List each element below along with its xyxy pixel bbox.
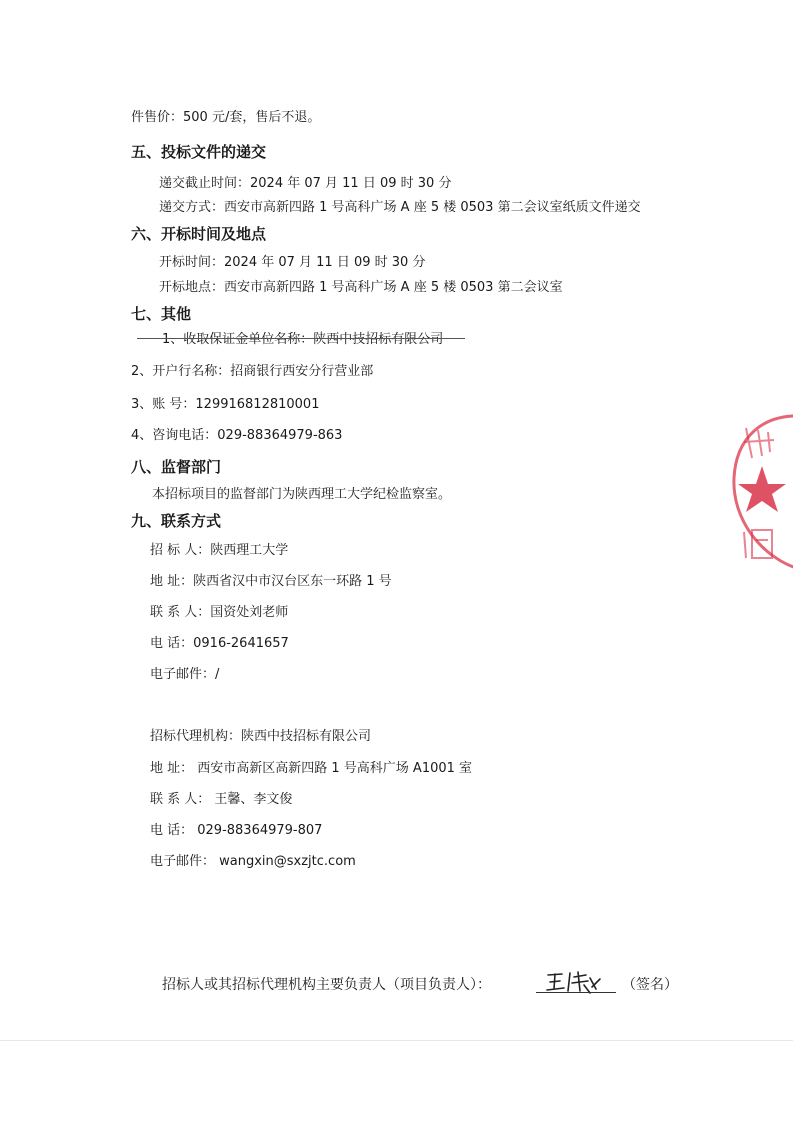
strike-line [137, 338, 465, 339]
buyer-contact: 联 系 人：国资处刘老师 [150, 605, 289, 620]
opening-place: 开标地点：西安市高新四路 1 号高科广场 A 座 5 楼 0503 第二会议室 [159, 280, 563, 295]
buyer-email: 电子邮件：/ [150, 667, 220, 682]
account-number: 3、账 号：129916812810001 [131, 397, 320, 412]
buyer-address: 地 址：陕西省汉中市汉台区东一环路 1 号 [150, 574, 392, 589]
signature-suffix: （签名） [622, 977, 678, 993]
section-6-title: 六、开标时间及地点 [131, 225, 267, 243]
supervision-text: 本招标项目的监督部门为陕西理工大学纪检监察室。 [152, 487, 452, 502]
agent-name: 招标代理机构：陕西中技招标有限公司 [150, 729, 372, 744]
submission-deadline: 递交截止时间：2024 年 07 月 11 日 09 时 30 分 [159, 176, 452, 191]
agent-address: 地 址： 西安市高新区高新四路 1 号高科广场 A1001 室 [150, 761, 473, 776]
company-seal [722, 408, 793, 578]
section-5-title: 五、投标文件的递交 [131, 143, 267, 161]
submission-method: 递交方式：西安市高新四路 1 号高科广场 A 座 5 楼 0503 第二会议室纸质文件递交 [159, 200, 641, 215]
section-7-title: 七、其他 [131, 305, 192, 323]
signature-label: 招标人或其招标代理机构主要负责人（项目负责人）： [162, 977, 491, 993]
price-line: 件售价：500 元/套，售后不退。 [131, 110, 321, 125]
inquiry-phone: 4、咨询电话：029-88364979-863 [131, 428, 343, 443]
section-9-title: 九、联系方式 [131, 512, 222, 530]
agent-phone: 电 话： 029-88364979-807 [150, 823, 323, 838]
agent-contact: 联 系 人： 王馨、李文俊 [150, 792, 293, 807]
buyer-name: 招 标 人：陕西理工大学 [150, 543, 289, 558]
bank-name: 2、开户行名称：招商银行西安分行营业部 [131, 364, 374, 379]
signature-line [536, 992, 616, 993]
page-bottom-rule [0, 1040, 793, 1041]
agent-email: 电子邮件： wangxin@sxzjtc.com [150, 854, 356, 869]
deposit-unit: 1、收取保证金单位名称：陕西中技招标有限公司 [162, 332, 444, 347]
buyer-phone: 电 话：0916-2641657 [150, 636, 289, 651]
opening-time: 开标时间：2024 年 07 月 11 日 09 时 30 分 [159, 255, 426, 270]
section-8-title: 八、监督部门 [131, 458, 222, 476]
